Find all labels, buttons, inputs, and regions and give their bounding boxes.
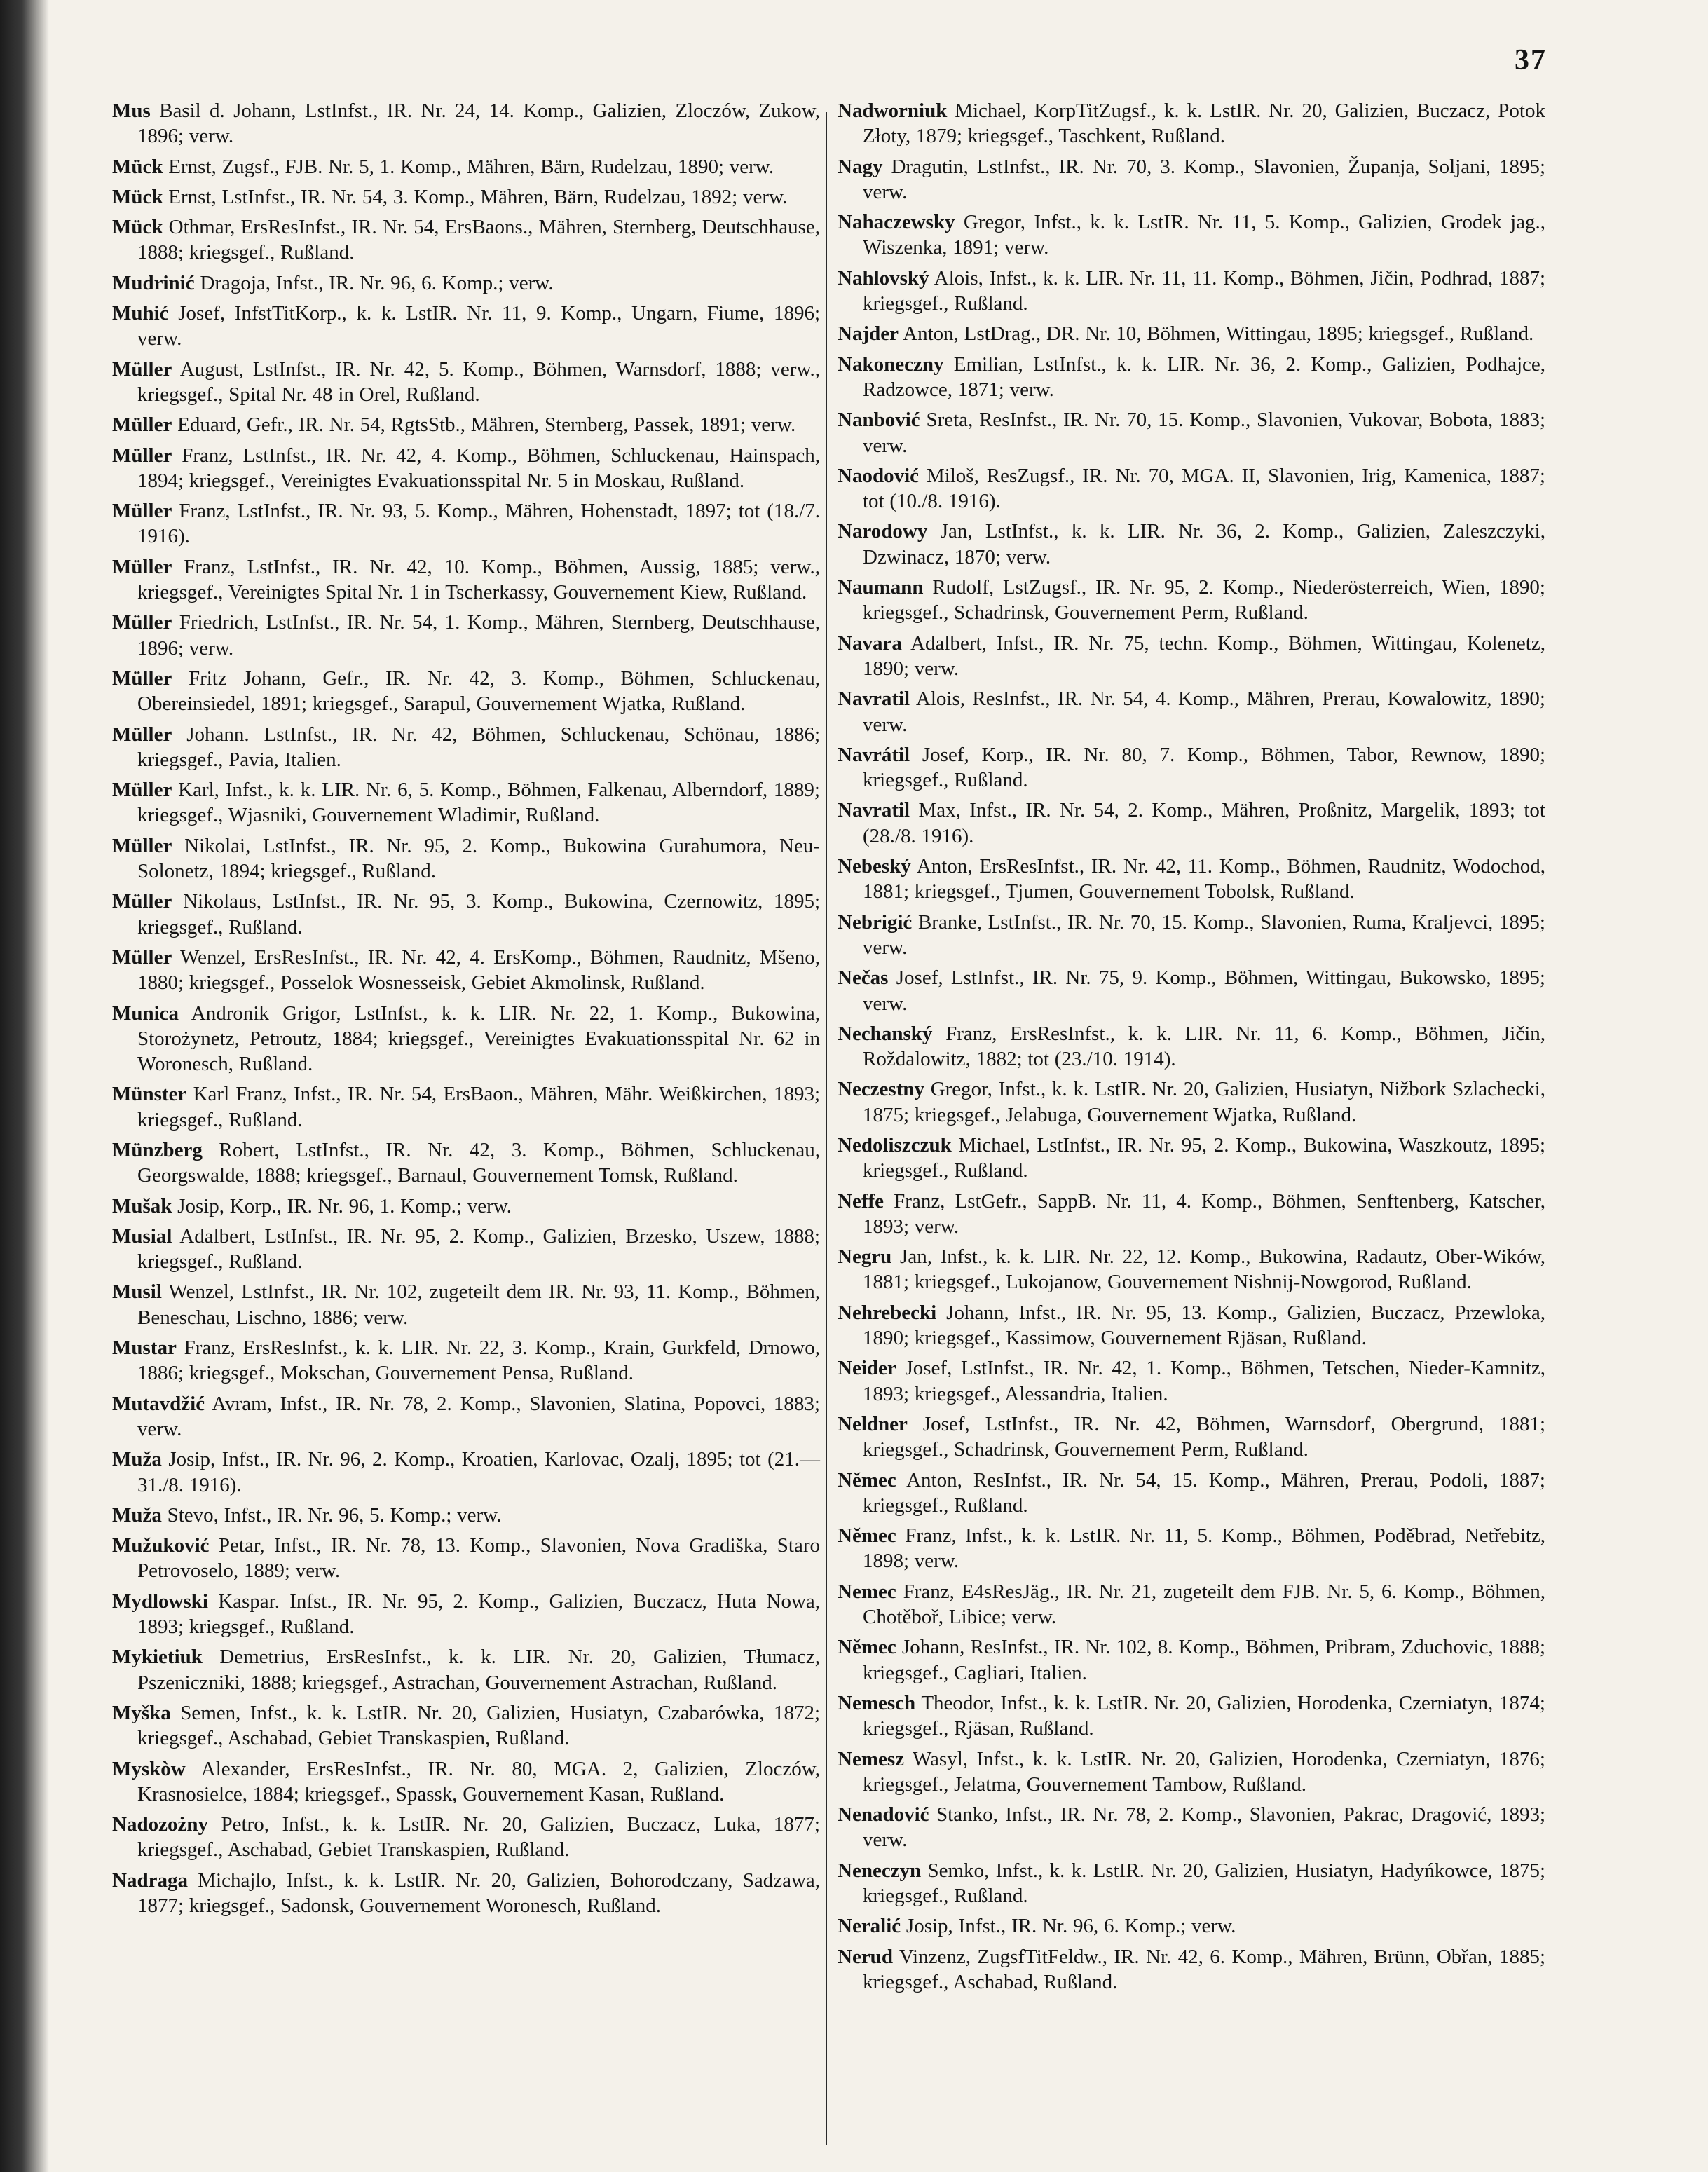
- entry-surname: Němec: [838, 1524, 896, 1548]
- casualty-entry: [112, 554, 820, 606]
- casualty-entry: [838, 266, 1545, 317]
- casualty-entry: [838, 321, 1545, 346]
- entry-details: Petro, Infst., k. k. LstIR. Nr. 20, Galizien, Buczacz, Luka, 1877; kriegsgef., Aschabad, Gebiet Transkaspien, Rußland.: [137, 1813, 820, 1862]
- entry-details: Josip, Infst., IR. Nr. 96, 2. Komp., Kroatien, Karlovac, Ozalj, 1895; tot (21.—31./8. 1916).: [137, 1448, 820, 1496]
- casualty-entry: [112, 1001, 820, 1077]
- casualty-entry: [112, 1391, 820, 1442]
- entry-details: Wenzel, LstInfst., IR. Nr. 102, zugeteilt dem IR. Nr. 93, 11. Komp., Böhmen, Beneschau, Lischno, 1886; verw.: [137, 1280, 821, 1329]
- entry-details: Miloš, ResZugsf., IR. Nr. 70, MGA. II, Slavonien, Irig, Kamenica, 1887; tot (10./8. 1916).: [863, 464, 1545, 513]
- entry-surname: Müller: [112, 555, 172, 578]
- casualty-entry: [838, 1021, 1545, 1072]
- entry-details: Josip, Infst., IR. Nr. 96, 6. Komp.; verw.: [906, 1915, 1236, 1938]
- entry-surname: Navrátil: [838, 743, 910, 766]
- entry-surname: Muhić: [112, 302, 169, 325]
- entry-surname: Münster: [112, 1083, 187, 1106]
- casualty-entry: [112, 98, 820, 149]
- entry-surname: Müller: [112, 611, 172, 634]
- entry-details: Josef, LstInfst., IR. Nr. 42, 1. Komp., Böhmen, Tetschen, Nieder-Kamnitz, 1893; kriegsgef., Alessandria, Italien.: [863, 1357, 1546, 1405]
- casualty-entry: [838, 1355, 1545, 1407]
- entry-surname: Mus: [112, 100, 151, 122]
- entry-surname: Mück: [112, 185, 163, 208]
- casualty-entry: [112, 889, 820, 940]
- entry-details: Petar, Infst., IR. Nr. 78, 13. Komp., Slavonien, Nova Gradiška, Staro Petrovoselo, 1889; verw.: [137, 1534, 820, 1583]
- page-edge-shadow: [0, 0, 49, 2172]
- entry-surname: Mudrinić: [112, 271, 195, 294]
- casualty-entry: [112, 154, 820, 179]
- entry-details: Franz, Infst., k. k. LstIR. Nr. 11, 5. Komp., Böhmen, Poděbrad, Netřebitz, 1898; verw.: [863, 1524, 1545, 1573]
- entry-surname: Nemesch: [838, 1691, 916, 1714]
- casualty-entry: [112, 271, 820, 296]
- entry-surname: Nebrigić: [838, 910, 913, 934]
- casualty-entry: [838, 1300, 1545, 1351]
- entry-surname: Navara: [838, 631, 902, 655]
- casualty-entry: [112, 1194, 820, 1219]
- page-number: 37: [1515, 44, 1547, 76]
- entry-surname: Nebeský: [838, 855, 911, 878]
- entry-surname: Nahlovský: [838, 266, 929, 289]
- casualty-entry: [112, 1868, 820, 1919]
- entry-details: Gregor, Infst., k. k. LstIR. Nr. 11, 5. Komp., Galizien, Grodek jag., Wiszenka, 1891; verw.: [863, 211, 1545, 259]
- casualty-entry: [838, 463, 1545, 514]
- entry-details: Josip, Korp., IR. Nr. 96, 1. Komp.; verw.: [177, 1194, 512, 1217]
- entry-details: Johann, ResInfst., IR. Nr. 102, 8. Komp., Böhmen, Pribram, Zduchovic, 1888; kriegsgef., Cagliari, Italien.: [863, 1636, 1545, 1684]
- entry-details: Andronik Grigor, LstInfst., k. k. LIR. Nr. 22, 1. Komp., Bukowina, Storożynetz, Petroutz, 1884; kriegsgef., Vereinigtes Evakuationsspital Nr. 62 in Woronesch, Rußland.: [137, 1002, 820, 1076]
- entry-surname: Neldner: [838, 1412, 908, 1435]
- entry-details: Michael, KorpTitZugsf., k. k. LstIR. Nr. 20, Galizien, Buczacz, Potok Złoty, 1879; kriegsgef., Taschkent, Rußland.: [863, 100, 1545, 148]
- casualty-entry: [838, 1944, 1545, 1995]
- entry-surname: Neralić: [838, 1915, 901, 1938]
- entry-details: Alois, Infst., k. k. LIR. Nr. 11, 11. Komp., Böhmen, Jičin, Podhrad, 1887; kriegsgef., Rußland.: [863, 266, 1545, 315]
- entry-details: Stanko, Infst., IR. Nr. 78, 2. Komp., Slavonien, Pakrac, Dragović, 1893; verw.: [863, 1803, 1546, 1852]
- casualty-entry: [838, 1244, 1545, 1295]
- casualty-entry: [838, 1468, 1545, 1519]
- entry-surname: Nadraga: [112, 1869, 188, 1892]
- entry-surname: Neffe: [838, 1189, 884, 1213]
- entry-details: Franz, ErsResInfst., k. k. LIR. Nr. 22, 3. Komp., Krain, Gurkfeld, Drnowo, 1886; kriegsgef., Mokschan, Gouvernement Pensa, Rußland.: [137, 1337, 821, 1385]
- entry-details: Semen, Infst., k. k. LstIR. Nr. 20, Galizien, Husiatyn, Czabarówka, 1872; kriegsgef., Aschabad, Gebiet Transkaspien, Rußland.: [137, 1701, 821, 1750]
- entry-surname: Myška: [112, 1701, 171, 1724]
- entry-details: Basil d. Johann, LstInfst., IR. Nr. 24, 14. Komp., Galizien, Zloczów, Zukow, 1896; verw.: [137, 100, 820, 148]
- entry-surname: Naumann: [838, 576, 924, 599]
- casualty-entry: [838, 742, 1545, 793]
- entry-surname: Mück: [112, 155, 163, 178]
- casualty-entry: [838, 1579, 1545, 1630]
- casualty-entry: [838, 1077, 1545, 1128]
- entry-details: Wasyl, Infst., k. k. LstIR. Nr. 20, Galizien, Horodenka, Czerniatyn, 1876; kriegsgef., Jelatma, Gouvernement Tambow, Rußland.: [863, 1747, 1545, 1796]
- entry-details: Rudolf, LstZugsf., IR. Nr. 95, 2. Komp., Niederösterreich, Wien, 1890; kriegsgef., Schadrinsk, Gouvernement Perm, Rußland.: [863, 576, 1545, 624]
- entry-details: Karl Franz, Infst., IR. Nr. 54, ErsBaon., Mähren, Mähr. Weißkirchen, 1893; kriegsgef., Rußland.: [137, 1083, 820, 1131]
- entry-details: Ernst, LstInfst., IR. Nr. 54, 3. Komp., Mähren, Bärn, Rudelzau, 1892; verw.: [168, 185, 788, 208]
- casualty-entry: [112, 1589, 820, 1640]
- casualty-entry: [112, 1700, 820, 1751]
- entry-surname: Münzberg: [112, 1138, 203, 1161]
- casualty-entry: [838, 1634, 1545, 1686]
- entry-surname: Munica: [112, 1002, 179, 1025]
- entry-details: Fritz Johann, Gefr., IR. Nr. 42, 3. Komp., Böhmen, Schluckenau, Obereinsiedel, 1891; kriegsgef., Sarapul, Gouvernement Wjatka, Rußland.: [137, 667, 821, 716]
- entry-details: Jan, LstInfst., k. k. LIR. Nr. 36, 2. Komp., Galizien, Zaleszczyki, Dzwinacz, 1870; verw.: [863, 520, 1545, 568]
- entry-surname: Negru: [838, 1245, 892, 1269]
- casualty-entry: [112, 666, 820, 717]
- entry-surname: Nedoliszczuk: [838, 1133, 952, 1156]
- entry-surname: Neneczyn: [838, 1859, 922, 1882]
- entry-details: Kaspar. Infst., IR. Nr. 95, 2. Komp., Galizien, Buczacz, Huta Nowa, 1893; kriegsgef., Rußland.: [137, 1590, 821, 1639]
- entry-surname: Navratil: [838, 688, 910, 711]
- entry-details: Anton, LstDrag., DR. Nr. 10, Böhmen, Wittingau, 1895; kriegsgef., Rußland.: [903, 322, 1534, 346]
- entry-details: Theodor, Infst., k. k. LstIR. Nr. 20, Galizien, Horodenka, Czerniatyn, 1874; kriegsgef., Rjäsan, Rußland.: [863, 1691, 1545, 1740]
- casualty-entry: [112, 1533, 820, 1584]
- entry-surname: Müller: [112, 444, 172, 467]
- casualty-entry: [112, 443, 820, 494]
- entry-surname: Musial: [112, 1224, 172, 1248]
- casualty-entry: [838, 1913, 1545, 1939]
- entry-surname: Najder: [838, 322, 899, 346]
- entry-surname: Nadworniuk: [838, 100, 948, 122]
- entry-details: Josef, Korp., IR. Nr. 80, 7. Komp., Böhmen, Tabor, Rewnow, 1890; kriegsgef., Rußland.: [863, 743, 1546, 792]
- entry-surname: Nerud: [838, 1945, 893, 1968]
- casualty-entry: [112, 1812, 820, 1863]
- right-column: [838, 98, 1545, 2000]
- entry-surname: Müller: [112, 834, 172, 857]
- entry-details: Ernst, Zugsf., FJB. Nr. 5, 1. Komp., Mähren, Bärn, Rudelzau, 1890; verw.: [168, 155, 774, 178]
- entry-details: Stevo, Infst., IR. Nr. 96, 5. Komp.; verw.: [167, 1503, 502, 1526]
- entry-surname: Nechanský: [838, 1022, 933, 1045]
- casualty-entry: [112, 1503, 820, 1528]
- entry-surname: Mutavdžić: [112, 1392, 205, 1415]
- casualty-entry: [838, 98, 1545, 149]
- casualty-entry: [112, 1756, 820, 1808]
- casualty-entry: [838, 965, 1545, 1016]
- entry-details: Johann, Infst., IR. Nr. 95, 13. Komp., Galizien, Buczacz, Przewloka, 1890; kriegsgef., Kassimow, Gouvernement Rjäsan, Rußland.: [863, 1301, 1545, 1350]
- entry-details: Semko, Infst., k. k. LstIR. Nr. 20, Galizien, Husiatyn, Hadyńkowce, 1875; kriegsgef., Rußland.: [863, 1859, 1546, 1907]
- entry-details: Karl, Infst., k. k. LIR. Nr. 6, 5. Komp., Böhmen, Falkenau, Alberndorf, 1889; kriegsgef., Wjasniki, Gouvernement Wladimir, Rußland.: [137, 779, 820, 827]
- casualty-entry: [112, 1644, 820, 1695]
- casualty-entry: [838, 519, 1545, 570]
- entry-details: Nikolaus, LstInfst., IR. Nr. 95, 3. Komp., Bukowina, Czernowitz, 1895; kriegsgef., Rußland.: [137, 890, 820, 938]
- entry-details: Alexander, ErsResInfst., IR. Nr. 80, MGA. 2, Galizien, Zloczów, Krasnosielce, 1884; kriegsgef., Spassk, Gouvernement Kasan, Rußland.: [137, 1757, 820, 1805]
- casualty-entry: [838, 407, 1545, 458]
- entry-surname: Nakoneczny: [838, 353, 944, 376]
- entry-surname: Müller: [112, 890, 172, 913]
- casualty-entry: [112, 1224, 820, 1275]
- entry-details: Dragutin, LstInfst., IR. Nr. 70, 3. Komp., Slavonien, Županja, Soljani, 1895; verw.: [863, 155, 1546, 203]
- casualty-entry: [112, 184, 820, 210]
- entry-surname: Nahaczewsky: [838, 211, 955, 234]
- entry-details: Othmar, ErsResInfst., IR. Nr. 54, ErsBaons., Mähren, Sternberg, Deutschhause, 1888; kriegsgef., Rußland.: [137, 216, 821, 264]
- casualty-entry: [838, 1133, 1545, 1184]
- entry-details: Adalbert, Infst., IR. Nr. 75, techn. Komp., Böhmen, Wittingau, Kolenetz, 1890; verw.: [863, 631, 1545, 680]
- casualty-entry: [838, 210, 1545, 261]
- entry-details: Wenzel, ErsResInfst., IR. Nr. 42, 4. ErsKomp., Böhmen, Raudnitz, Mšeno, 1880; kriegsgef., Posselok Wosnesseisk, Gebiet Akmolinsk, Rußland.: [137, 945, 820, 995]
- entry-details: Josef, LstInfst., IR. Nr. 75, 9. Komp., Böhmen, Wittingau, Bukowsko, 1895; verw.: [863, 967, 1545, 1015]
- entry-details: Franz, ErsResInfst., k. k. LIR. Nr. 11, 6. Komp., Böhmen, Jičin, Roždalowitz, 1882; tot (23./10. 1914).: [863, 1022, 1545, 1071]
- column-divider: [826, 112, 827, 2145]
- entry-surname: Mydlowski: [112, 1590, 208, 1613]
- entry-details: Franz, LstInfst., IR. Nr. 42, 10. Komp., Böhmen, Aussig, 1885; verw., kriegsgef., Vereinigtes Spital Nr. 1 in Tscherkassy, Gouvernement Kiew, Rußland.: [137, 555, 820, 604]
- casualty-entry: [112, 777, 820, 828]
- entry-surname: Neider: [838, 1357, 896, 1380]
- casualty-entry: [838, 1189, 1545, 1240]
- entry-surname: Nagy: [838, 155, 883, 178]
- entry-details: Avram, Infst., IR. Nr. 78, 2. Komp., Slavonien, Slatina, Popovci, 1883; verw.: [137, 1392, 820, 1440]
- entry-details: Sreta, ResInfst., IR. Nr. 70, 15. Komp., Slavonien, Vukovar, Bobota, 1883; verw.: [863, 409, 1545, 457]
- entry-surname: Navratil: [838, 799, 910, 822]
- entry-surname: Müller: [112, 500, 172, 523]
- entry-surname: Müller: [112, 723, 172, 746]
- casualty-entry: [838, 575, 1545, 626]
- entry-details: Josef, InfstTitKorp., k. k. LstIR. Nr. 11, 9. Komp., Ungarn, Fiume, 1896; verw.: [137, 302, 821, 350]
- entry-details: Alois, ResInfst., IR. Nr. 54, 4. Komp., Mähren, Prerau, Kowalowitz, 1890; verw.: [863, 688, 1545, 736]
- casualty-entry: [112, 498, 820, 549]
- casualty-entry: [112, 412, 820, 437]
- casualty-entry: [112, 1138, 820, 1189]
- casualty-entry: [112, 610, 820, 661]
- casualty-entry: [838, 798, 1545, 849]
- casualty-entry: [838, 1412, 1545, 1463]
- entry-details: Friedrich, LstInfst., IR. Nr. 54, 1. Komp., Mähren, Sternberg, Deutschhause, 1896; verw.: [137, 611, 821, 660]
- entry-surname: Mustar: [112, 1337, 177, 1360]
- entry-surname: Neczestny: [838, 1078, 925, 1101]
- entry-surname: Nečas: [838, 967, 889, 990]
- entry-surname: Nemesz: [838, 1747, 905, 1770]
- entry-details: August, LstInfst., IR. Nr. 42, 5. Komp., Böhmen, Warnsdorf, 1888; verw., kriegsgef., Spital Nr. 48 in Orel, Rußland.: [137, 357, 821, 406]
- entry-surname: Mužuković: [112, 1534, 210, 1557]
- entry-details: Vinzenz, ZugsfTitFeldw., IR. Nr. 42, 6. Komp., Mähren, Brünn, Obřan, 1885; kriegsgef., Aschabad, Rußland.: [863, 1945, 1546, 1993]
- casualty-entry: [838, 154, 1545, 205]
- casualty-entry: [112, 833, 820, 884]
- entry-details: Eduard, Gefr., IR. Nr. 54, RgtsStb., Mähren, Sternberg, Passek, 1891; verw.: [177, 414, 796, 437]
- entry-surname: Nadozożny: [112, 1813, 208, 1836]
- entry-details: Franz, E4sResJäg., IR. Nr. 21, zugeteilt dem FJB. Nr. 5, 6. Komp., Böhmen, Chotěboř, Libice; verw.: [863, 1580, 1545, 1629]
- entry-surname: Müller: [112, 779, 172, 802]
- entry-surname: Němec: [838, 1636, 896, 1659]
- entry-surname: Muža: [112, 1448, 162, 1471]
- casualty-entry: [112, 214, 820, 266]
- entry-surname: Muža: [112, 1503, 162, 1526]
- casualty-entry: [838, 1523, 1545, 1574]
- casualty-entry: [838, 1858, 1545, 1909]
- casualty-entry: [838, 1691, 1545, 1742]
- entry-surname: Nemec: [838, 1580, 896, 1603]
- entry-surname: Naodović: [838, 464, 919, 487]
- entry-details: Nikolai, LstInfst., IR. Nr. 95, 2. Komp., Bukowina Gurahumora, Neu-Solonetz, 1894; kriegsgef., Rußland.: [137, 834, 820, 883]
- casualty-entry: [112, 1335, 820, 1386]
- entry-details: Michael, LstInfst., IR. Nr. 95, 2. Komp., Bukowina, Waszkoutz, 1895; kriegsgef., Rußland.: [863, 1133, 1546, 1182]
- entry-details: Dragoja, Infst., IR. Nr. 96, 6. Komp.; verw.: [200, 271, 554, 294]
- entry-details: Anton, ResInfst., IR. Nr. 54, 15. Komp., Mähren, Prerau, Podoli, 1887; kriegsgef., Rußland.: [863, 1468, 1545, 1517]
- entry-surname: Müller: [112, 667, 172, 690]
- entry-surname: Musil: [112, 1280, 162, 1304]
- entry-details: Adalbert, LstInfst., IR. Nr. 95, 2. Komp., Galizien, Brzesko, Uszew, 1888; kriegsgef., Rußland.: [137, 1224, 820, 1273]
- entry-surname: Müller: [112, 357, 172, 381]
- entry-details: Franz, LstInfst., IR. Nr. 42, 4. Komp., Böhmen, Schluckenau, Hainspach, 1894; kriegsgef., Vereinigtes Evakuationsspital Nr. 5 in Moskau, Rußland.: [137, 444, 820, 492]
- casualty-entry: [112, 301, 820, 352]
- casualty-entry: [838, 686, 1545, 737]
- entry-surname: Müller: [112, 945, 172, 969]
- entry-details: Emilian, LstInfst., k. k. LIR. Nr. 36, 2. Komp., Galizien, Podhajce, Radzowce, 1871; verw.: [863, 353, 1545, 401]
- entry-details: Jan, Infst., k. k. LIR. Nr. 22, 12. Komp., Bukowina, Radautz, Ober-Wików, 1881; kriegsgef., Lukojanow, Gouvernement Nishnij-Nowgorod, Rußland.: [863, 1245, 1546, 1294]
- entry-details: Anton, ErsResInfst., IR. Nr. 42, 11. Komp., Böhmen, Raudnitz, Wodochod, 1881; kriegsgef., Tjumen, Gouvernement Tobolsk, Rußland.: [863, 855, 1545, 903]
- casualty-entry: [838, 631, 1545, 682]
- entry-details: Michajlo, Infst., k. k. LstIR. Nr. 20, Galizien, Bohorodczany, Sadzawa, 1877; kriegsgef., Sadonsk, Gouvernement Woronesch, Rußland.: [137, 1869, 821, 1917]
- entry-details: Max, Infst., IR. Nr. 54, 2. Komp., Mähren, Proßnitz, Margelik, 1893; tot (28./8. 1916).: [863, 799, 1545, 847]
- casualty-entry: [838, 1747, 1545, 1798]
- entry-surname: Nanbović: [838, 409, 920, 432]
- casualty-entry: [838, 1802, 1545, 1853]
- entry-details: Josef, LstInfst., IR. Nr. 42, Böhmen, Warnsdorf, Obergrund, 1881; kriegsgef., Schadrinsk, Gouvernement Perm, Rußland.: [863, 1412, 1546, 1461]
- entry-surname: Mušak: [112, 1194, 172, 1217]
- entry-details: Gregor, Infst., k. k. LstIR. Nr. 20, Galizien, Husiatyn, Nižbork Szlachecki, 1875; kriegsgef., Jelabuga, Gouvernement Wjatka, Rußland.: [863, 1078, 1545, 1126]
- entry-details: Franz, LstInfst., IR. Nr. 93, 5. Komp., Mähren, Hohenstadt, 1897; tot (18./7. 1916).: [137, 500, 820, 548]
- entry-surname: Mück: [112, 216, 163, 239]
- left-column: [112, 98, 820, 1923]
- casualty-entry: [112, 1447, 820, 1498]
- casualty-entry: [838, 352, 1545, 403]
- casualty-entry: [838, 910, 1545, 961]
- entry-details: Robert, LstInfst., IR. Nr. 42, 3. Komp., Böhmen, Schluckenau, Georgswalde, 1888; kriegsgef., Barnaul, Gouvernement Tomsk, Rußland.: [137, 1138, 820, 1187]
- entry-details: Franz, LstGefr., SappB. Nr. 11, 4. Komp., Böhmen, Senftenberg, Katscher, 1893; verw.: [863, 1189, 1546, 1238]
- casualty-entry: [112, 1081, 820, 1133]
- entry-surname: Myskòw: [112, 1757, 186, 1780]
- entry-details: Johann. LstInfst., IR. Nr. 42, Böhmen, Schluckenau, Schönau, 1886; kriegsgef., Pavia, Italien.: [137, 723, 821, 771]
- entry-surname: Müller: [112, 414, 172, 437]
- casualty-entry: [112, 1279, 820, 1330]
- entry-details: Demetrius, ErsResInfst., k. k. LIR. Nr. 20, Galizien, Tłumacz, Pszeniczniki, 1888; kriegsgef., Astrachan, Gouvernement Astrachan, Rußland.: [137, 1646, 820, 1694]
- entry-surname: Nenadović: [838, 1803, 929, 1826]
- entry-surname: Nehrebecki: [838, 1301, 937, 1324]
- entry-surname: Němec: [838, 1468, 896, 1491]
- casualty-entry: [112, 945, 820, 996]
- casualty-entry: [112, 722, 820, 773]
- casualty-entry: [112, 357, 820, 408]
- entry-surname: Mykietiuk: [112, 1646, 203, 1669]
- entry-details: Branke, LstInfst., IR. Nr. 70, 15. Komp., Slavonien, Ruma, Kraljevci, 1895; verw.: [863, 910, 1545, 959]
- casualty-entry: [838, 854, 1545, 905]
- entry-surname: Narodowy: [838, 520, 928, 543]
